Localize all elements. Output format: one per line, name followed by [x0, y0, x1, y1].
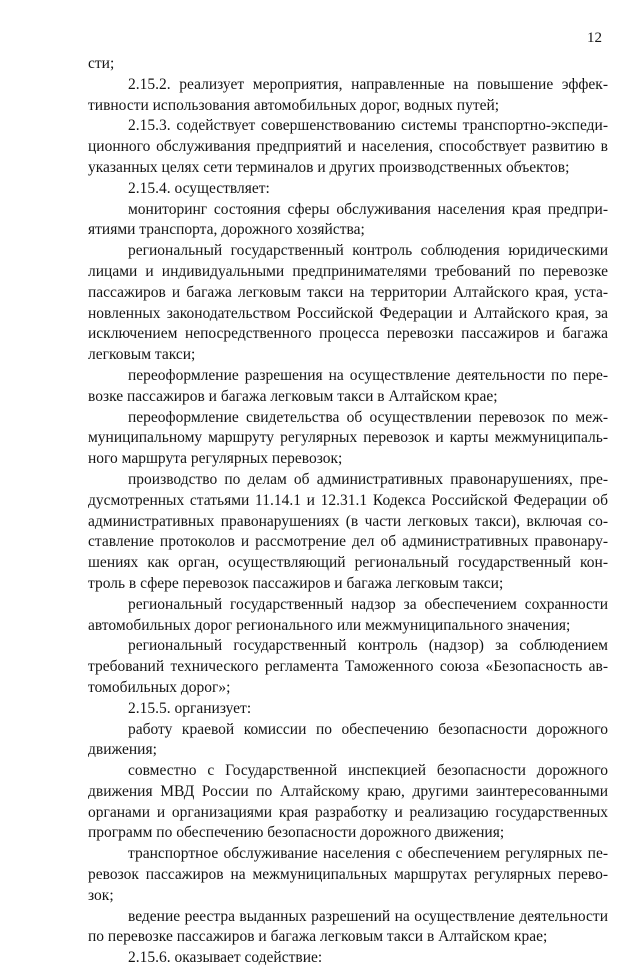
paragraph-customs-regulation-control: региональный государственный контроль (надзор) за соблюдением требований технического регламента Таможенного союза «Безопасность автомобильных дорог»; [88, 637, 608, 696]
paragraph-permit-reissue: переоформление разрешения на осуществление деятельности по перевозке пассажиров и багажа легковым такси в Алтайском крае; [88, 366, 608, 405]
paragraph-permit-registry: ведение реестра выданных разрешений на осуществление деятельности по перевозке пассажиров и багажа легковым такси в Алтайском крае; [88, 907, 608, 946]
paragraph-certificate-reissue: переоформление свидетельства об осуществлении перевозок по межмуниципальному маршруту регулярных перевозок и карты межмуниципального маршрута регулярных перевозок; [88, 408, 608, 468]
paragraph-road-safety-programs: совместно с Государственной инспекцией безопасности дорожного движения МВД России по Алтайскому краю, другими заинтересованными органами и организациями края разработку и реализацию государственных программ по обеспечению безопасности дорожного движения; [88, 762, 608, 842]
paragraph-administrative-cases: производство по делам об административных правонарушениях, предусмотренных статьями 11.14.1 и 12.31.1 Кодекса Российской Федерации об административных правонарушениях (в части легковых такси), включая составление протоколов и рассмотрение дел об административных правонарушениях как орган, осуществляющий региональный государственный контроль в сфере перевозок пассажиров и багажа легковым такси; [88, 470, 608, 592]
paragraph-road-supervision: региональный государственный надзор за обеспечением сохранности автомобильных дорог регионального или межмуниципального значения; [88, 595, 608, 634]
paragraph-2-15-3: 2.15.3. содействует совершенствованию системы транспортно-экспедиционного обслуживания предприятий и населения, способствует развитию в указанных целях сети терминалов и других производственных объектов; [88, 117, 608, 176]
page-number: 12 [587, 30, 602, 46]
paragraph-regional-control-taxi: региональный государственный контроль соблюдения юридическими лицами и индивидуальными предпринимателями требований по перевозке пассажиров и багажа легковым такси на территории Алтайского края, установленных законодательством Российской Федерации и Алтайского края, за исключением непосредственного процесса перевозки пассажиров и багажа легковым такси; [88, 242, 608, 364]
document-body [88, 54, 608, 969]
paragraph-transport-service: транспортное обслуживание населения с обеспечением регулярных перевозок пассажиров на межмуниципальных маршрутах регулярных перевозок; [88, 845, 608, 904]
paragraph-continuation: сти; [88, 55, 115, 72]
paragraph-2-15-6-heading: 2.15.6. оказывает содействие: [128, 949, 323, 967]
paragraph-2-15-5-heading: 2.15.5. организует: [128, 699, 252, 717]
paragraph-road-safety-commission: работу краевой комиссии по обеспечению безопасности дорожного движения; [88, 720, 608, 759]
paragraph-2-15-2: 2.15.2. реализует мероприятия, направленные на повышение эффективности использования автомобильных дорог, водных путей; [88, 75, 608, 114]
paragraph-monitoring: мониторинг состояния сферы обслуживания населения края предприятиями транспорта, дорожного хозяйства; [88, 200, 608, 239]
paragraph-2-15-4-heading: 2.15.4. осуществляет: [128, 179, 270, 197]
